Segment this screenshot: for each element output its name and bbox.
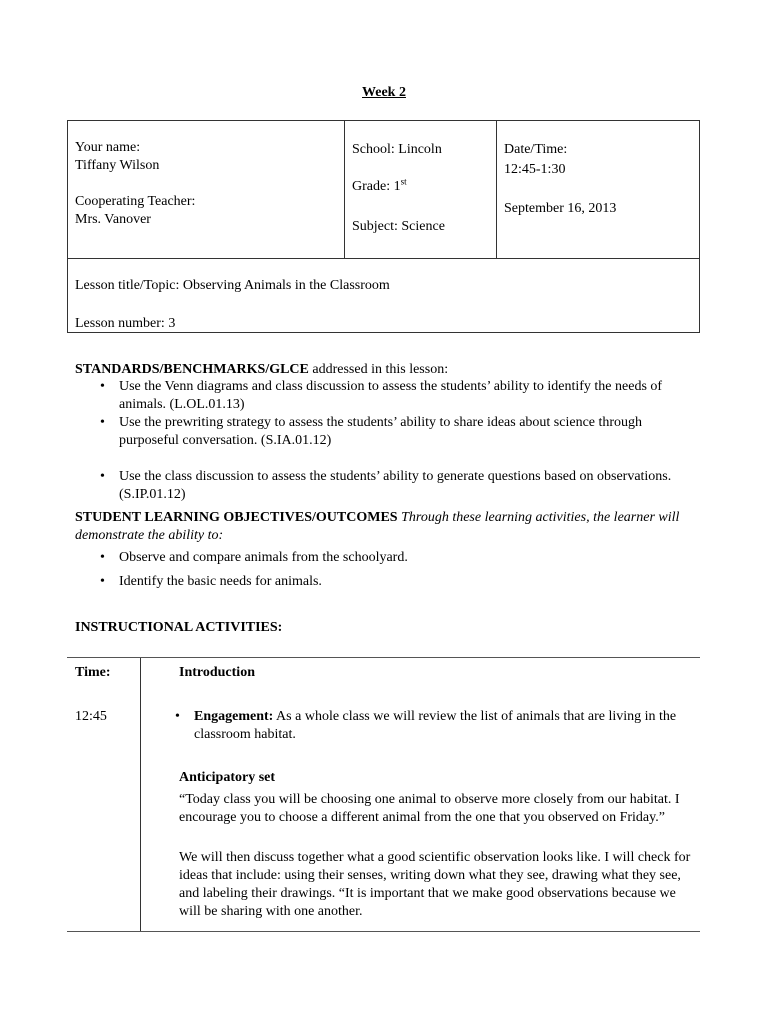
date-value: September 16, 2013 — [504, 201, 617, 216]
anticipatory-heading: Anticipatory set — [179, 770, 276, 785]
activities-table — [67, 657, 700, 932]
list-item: • Use the prewriting strategy to assess the students’ ability to share ideas about science through purposeful conversation. (S.IA.01.12) — [91, 414, 701, 450]
list-item: • Observe and compare animals from the schoolyard. — [91, 549, 701, 567]
time-value: 12:45-1:30 — [504, 162, 566, 177]
subject-text: Subject: Science — [352, 219, 445, 234]
week-title: Week 2 — [362, 85, 406, 100]
discussion-paragraph: We will then discuss together what a good scientific observation looks like. I will check for ideas that include: using their senses, writing down what they see, drawing what they see, and labeling their drawings. “It is important that we make good observations because we will be sharing with one another. — [179, 850, 691, 919]
objectives-list — [91, 549, 701, 591]
engagement-list — [166, 708, 696, 744]
grade-text: Grade: 1st — [352, 176, 407, 194]
name-label: Your name: — [75, 140, 141, 155]
instructional-heading: INSTRUCTIONAL ACTIVITIES: — [75, 620, 283, 635]
time-cell: 12:45 — [75, 709, 107, 724]
school-info-cell — [345, 121, 497, 258]
list-item: • Use the class discussion to assess the students’ ability to generate questions based on observations. (S.IP.01.12) — [91, 468, 701, 504]
quote-paragraph: “Today class you will be choosing one animal to observe more closely from our habitat. I encourage you to choose a different animal from the one that you observed on Friday.” — [179, 792, 680, 825]
info-row — [68, 121, 699, 259]
list-item: • Engagement: As a whole class we will review the list of animals that are living in the classroom habitat. — [166, 708, 696, 744]
lesson-number: Lesson number: 3 — [75, 316, 176, 331]
column-divider — [140, 658, 141, 931]
name-value: Tiffany Wilson — [75, 158, 160, 173]
teacher-value: Mrs. Vanover — [75, 212, 151, 227]
list-item: • Use the Venn diagrams and class discussion to assess the students’ ability to identify the needs of animals. (L.OL.01.13) — [91, 378, 701, 414]
objectives-heading: STUDENT LEARNING OBJECTIVES/OUTCOMES Through these learning activities, the learner will demonstrate the ability to: — [75, 510, 680, 543]
teacher-info-cell — [68, 121, 345, 258]
time-header: Time: — [75, 665, 111, 680]
introduction-header: Introduction — [179, 665, 255, 680]
standards-heading: STANDARDS/BENCHMARKS/GLCE addressed in this lesson: — [75, 362, 449, 377]
date-label: Date/Time: — [504, 142, 568, 157]
standards-list — [91, 378, 701, 504]
school-text: School: Lincoln — [352, 142, 442, 157]
teacher-label: Cooperating Teacher: — [75, 194, 196, 209]
date-info-cell — [497, 121, 701, 258]
list-item: • Identify the basic needs for animals. — [91, 573, 701, 591]
lesson-title: Lesson title/Topic: Observing Animals in the Classroom — [75, 278, 390, 293]
lesson-info-table — [67, 120, 700, 333]
